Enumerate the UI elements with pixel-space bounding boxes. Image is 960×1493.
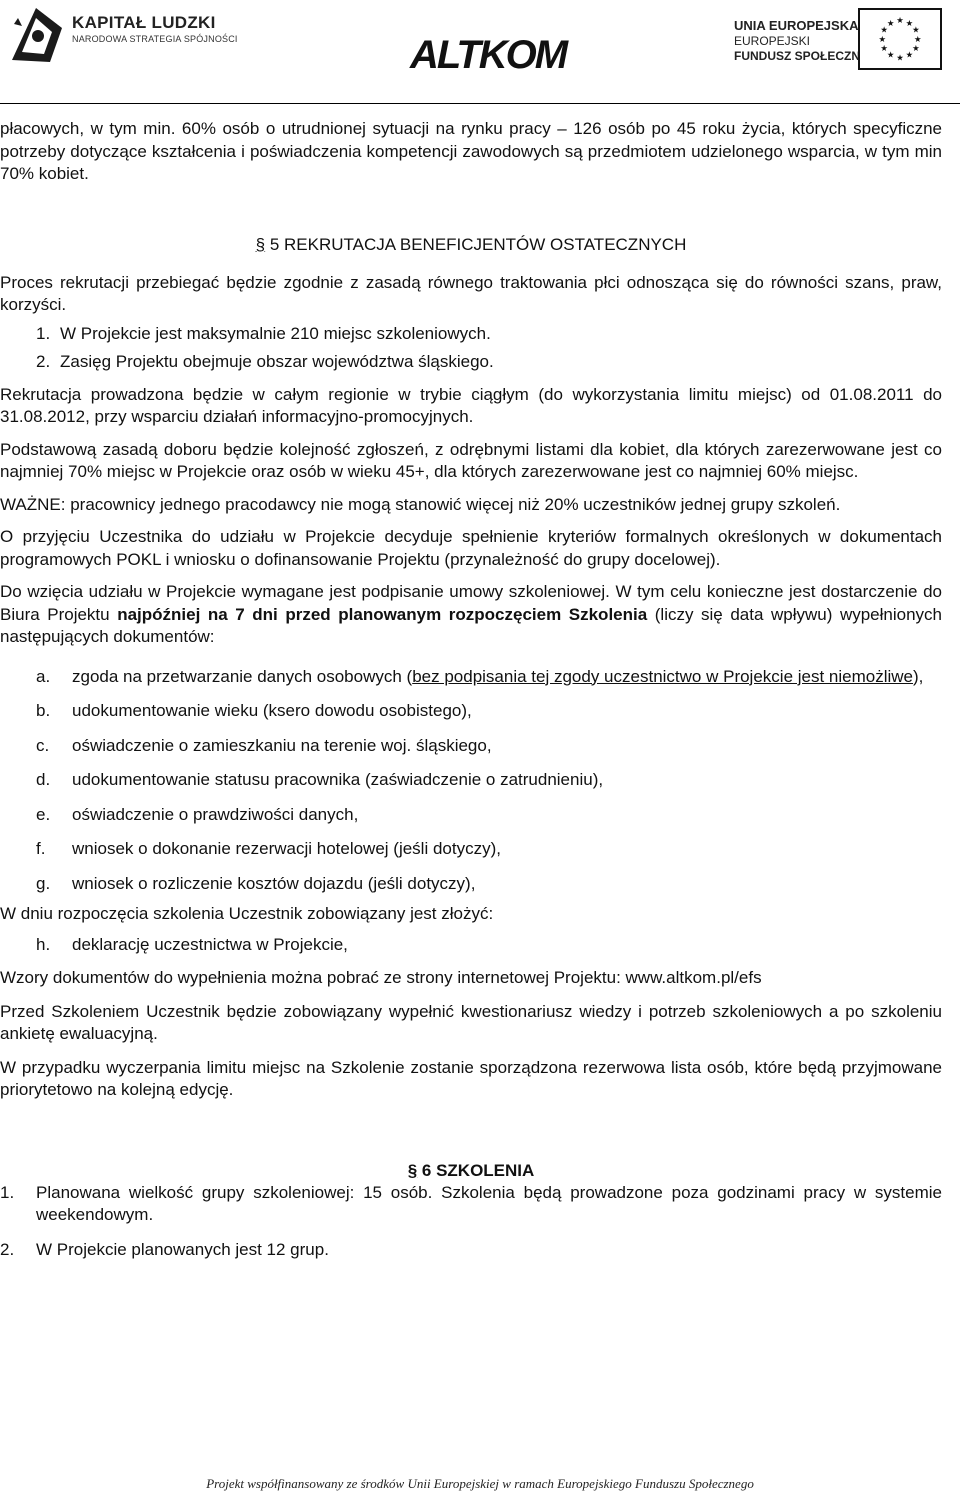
item-letter: h. (36, 934, 51, 954)
altkom-logo-text: ALTKOM (410, 33, 567, 77)
item-text: udokumentowanie wieku (ksero dowodu osobistego), (72, 701, 472, 720)
doc-item-g (0, 873, 942, 896)
svg-text:★: ★ (880, 43, 888, 54)
training-item-2 (0, 1239, 942, 1262)
ue-line3: FUNDUSZ SPOŁECZNY (734, 49, 869, 64)
ue-line2: EUROPEJSKI (734, 34, 811, 49)
item-letter: d. (36, 770, 51, 789)
paragraph-required-documents (0, 581, 942, 649)
svg-text:★: ★ (905, 49, 914, 60)
item-text: wniosek o rozliczenie kosztów dojazdu (jeśli dotyczy), (72, 873, 476, 893)
page-footer: Projekt współfinansowany ze środków Unii Europejskiej w ramach Europejskiego Funduszu Społecznego (206, 1476, 754, 1491)
item-letter: c. (36, 735, 50, 755)
svg-text:★: ★ (886, 49, 895, 60)
paragraph-recruitment-process: Proces rekrutacji przebiegać będzie zgodnie z zasadą równego traktowania płci odnosząca się do równości szans, praw, korzyści. (0, 272, 942, 314)
doc-item-d (0, 769, 942, 792)
paragraph-questionnaire: Przed Szkoleniem Uczestnik będzie zobowiązany wypełnić kwestionariusz wiedzy i potrzeb szkoleniowych a po szkoleniu ankietę ewaluacyjną. (0, 1001, 942, 1043)
paragraph-recruitment-period: Rekrutacja prowadzona będzie w całym regionie w trybie ciągłym (do wykorzystania limitu miejsc) od 01.08.2011 do 31.08.2012, przy wsparciu działań informacyjno-promocyjnych. (0, 384, 942, 426)
paragraph-admission: O przyjęciu Uczestnika do udziału w Projekcie decyduje spełnienie kryteriów formalnych określonych w dokumentach programowych POKL i wniosku o dofinansowanie Projektu (przynależność do grupy docelowej). (0, 527, 942, 569)
item-letter: b. (36, 701, 51, 720)
item-text: udokumentowanie statusu pracownika (zaświadczenie o zatrudnieniu), (72, 770, 604, 789)
svg-text:★: ★ (886, 17, 895, 28)
kl-title: KAPITAŁ LUDZKI (72, 13, 216, 32)
numbered-item-1 (0, 323, 942, 346)
item-text: oświadczenie o prawdziwości danych, (72, 804, 359, 824)
ue-line1: UNIA EUROPEJSKA (734, 18, 859, 33)
p6-text-c: (liczy się data wpływu) wypełnionych następujących dokumentów: (0, 604, 943, 646)
kapital-ludzki-text (72, 14, 238, 44)
doc-item-b (0, 700, 942, 723)
item-text: Planowana wielkość grupy szkoleniowej: 15 osób. Szkolenia będą prowadzone poza godzinami pracy w systemie weekendowym. (36, 1182, 942, 1224)
item-text: oświadczenie o zamieszkaniu na terenie woj. śląskiego, (72, 735, 492, 755)
paragraph-selection-rule: Podstawową zasadą doboru będzie kolejność zgłoszeń, z odrębnymi listami dla kobiet, dla których zarezerwowane jest co najmniej 70% miejsc w Projekcie oraz osób w wieku 45+, dla których zarezerwowane jest co najmniej 60% miejsc. (0, 439, 942, 481)
item-text: deklarację uczestnictwa w Projekcie, (72, 934, 348, 954)
altkom-logo (408, 12, 567, 77)
doc-item-a (0, 666, 942, 689)
svg-text:★: ★ (880, 24, 888, 35)
numbered-item-2 (0, 351, 942, 374)
item-number: 2. (36, 352, 51, 371)
section-5-heading (0, 234, 942, 256)
page-header (0, 0, 960, 104)
eu-flag-icon (858, 8, 942, 70)
svg-text:★: ★ (914, 33, 922, 44)
document-body (0, 118, 942, 1261)
item-text: wniosek o dokonanie rezerwacji hotelowej (jeśli dotyczy), (72, 839, 501, 858)
section-5-mark: § (255, 234, 266, 254)
kapital-ludzki-logo-icon (8, 6, 66, 64)
item-number: 1. (36, 323, 51, 343)
doc-item-h (0, 934, 942, 957)
svg-text:★: ★ (912, 43, 920, 54)
kl-subtitle: NARODOWA STRATEGIA SPÓJNOŚCI (72, 34, 238, 44)
p6-text-a: Do wzięcia udziału w Projekcie wymagane jest podpisanie umowy szkoleniowej. W tym celu konieczne jest dostarczenie do Biura Projektu (0, 582, 942, 624)
svg-text:★: ★ (878, 33, 886, 44)
item-text: Zasięg Projektu obejmuje obszar województwa śląskiego. (60, 352, 494, 371)
p6-deadline: najpóźniej na 7 dni przed planowanym rozpoczęciem Szkolenia (117, 604, 648, 624)
svg-text:★: ★ (905, 17, 914, 28)
paragraph-important: WAŻNE: pracownicy jednego pracodawcy nie mogą stanowić więcej niż 20% uczestników jednej grupy szkoleń. (0, 494, 841, 514)
paragraph-on-start-day: W dniu rozpoczęcia szkolenia Uczestnik zobowiązany jest złożyć: (0, 904, 494, 923)
item-letter: e. (36, 804, 51, 824)
item-letter: a. (36, 666, 51, 686)
item-text: zgoda na przetwarzanie danych osobowych (bez podpisania tej zgody uczestnictwo w Projekcie jest niemożliwe), (72, 666, 924, 686)
section-6-title: 6 SZKOLENIA (421, 1160, 535, 1180)
item-number: 1. (0, 1182, 15, 1202)
svg-text:★: ★ (896, 15, 904, 26)
doc-item-c (0, 735, 942, 758)
paragraph-templates-download: Wzory dokumentów do wypełnienia można pobrać ze strony internetowej Projektu: www.altkom.pl/efs (0, 968, 762, 987)
doc-item-e (0, 804, 942, 827)
intro-paragraph: płacowych, w tym min. 60% osób o utrudnionej sytuacji na rynku pracy – 126 osób po 45 roku życia, których specyficzne potrzeby dotyczące kształcenia i poświadczenia kompetencji zawodowych są przedmiotem udzielonego wsparcia, w tym min 70% kobiet. (0, 119, 942, 183)
section-6-mark: § (407, 1160, 418, 1180)
section-6-heading (0, 1160, 942, 1182)
item-text: W Projekcie planowanych jest 12 grup. (36, 1239, 329, 1259)
training-item-1 (0, 1182, 942, 1227)
ue-text (734, 18, 868, 64)
item-letter: f. (36, 839, 46, 858)
paragraph-reserve-list: W przypadku wyczerpania limitu miejsc na Szkolenie zostanie sporządzona rezerwowa lista osób, które będą przyjmowane priorytetowo na kolejną edycję. (0, 1057, 942, 1099)
doc-item-f (0, 838, 942, 861)
header-divider (0, 103, 960, 104)
item-number: 2. (0, 1239, 15, 1259)
consent-required-note: bez podpisania tej zgody uczestnictwo w Projekcie jest niemożliwe (412, 666, 914, 686)
item-text: W Projekcie jest maksymalnie 210 miejsc szkoleniowych. (60, 323, 491, 343)
section-5-title: 5 REKRUTACJA BENEFICJENTÓW OSTATECZNYCH (269, 234, 687, 254)
svg-text:★: ★ (896, 52, 904, 63)
svg-text:★: ★ (912, 24, 920, 35)
item-letter: g. (36, 873, 51, 893)
